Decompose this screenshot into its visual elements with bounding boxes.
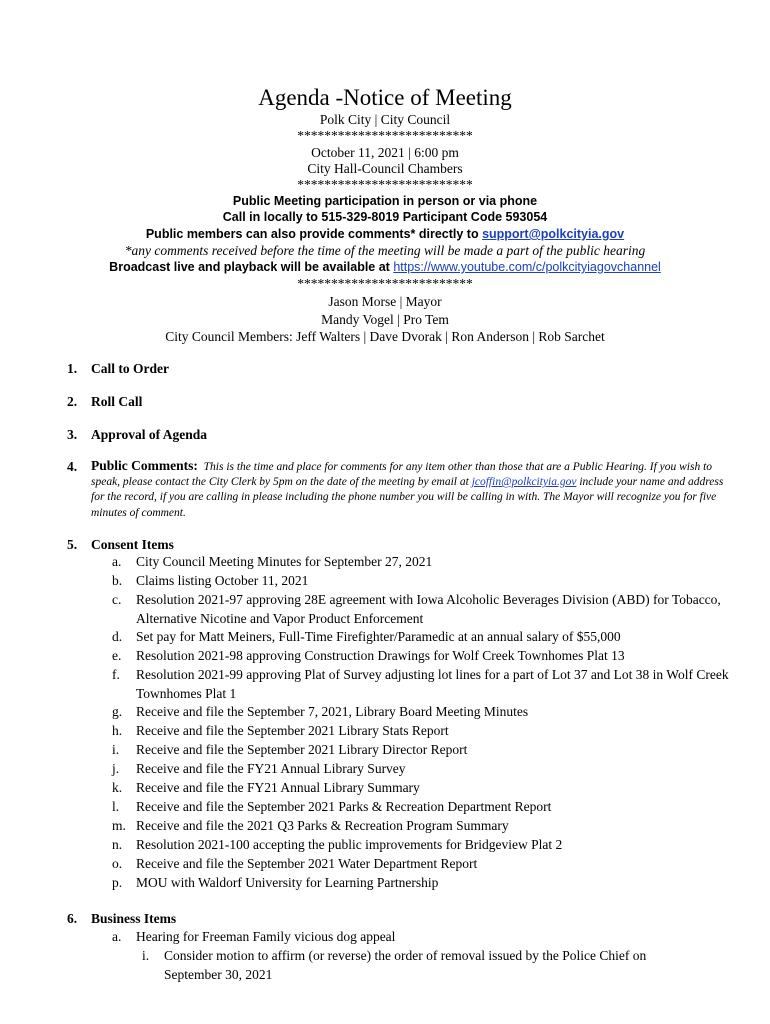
separator-stars: ************************** <box>297 128 473 143</box>
council-members: City Council Members: Jeff Walters | Dave Dvorak | Ron Anderson | Rob Sarchet <box>165 329 605 344</box>
support-email-link[interactable]: support@polkcityia.gov <box>482 227 625 241</box>
broadcast-info <box>0 259 770 276</box>
item-letter: o. <box>112 856 123 871</box>
item-letter: d. <box>112 629 123 644</box>
item-letter: m. <box>112 818 126 833</box>
item-text: Receive and file the September 2021 Parks & Recreation Department Report <box>136 799 552 814</box>
item-letter: n. <box>112 837 123 852</box>
item-text: MOU with Waldorf University for Learning Partnership <box>136 875 439 890</box>
youtube-channel-link[interactable]: https://www.youtube.com/c/polkcityiagovchannel <box>393 260 661 274</box>
item-heading: Roll Call <box>91 394 143 409</box>
item-roman: i. <box>142 948 150 963</box>
item-letter: i. <box>112 742 120 757</box>
item-number: 4. <box>67 459 78 474</box>
item-letter: h. <box>112 723 123 738</box>
item-letter: b. <box>112 573 123 588</box>
item-letter: p. <box>112 875 123 890</box>
item-number: 2. <box>67 394 78 409</box>
item-letter: j. <box>112 761 120 776</box>
item-letter: a. <box>112 554 122 569</box>
item-text: Receive and file the September 2021 Library Director Report <box>136 742 468 757</box>
public-comments-body: This is the time and place for comments for any item other than those that are a Public Hearing. If you wish to speak, please contact the City Clerk by 5pm on the date of the meeting by email at <box>91 461 713 489</box>
public-comments-text <box>91 458 731 521</box>
item-heading: Call to Order <box>91 361 169 376</box>
item-heading: Consent Items <box>91 537 174 552</box>
item-number: 5. <box>67 537 78 552</box>
item-text: Resolution 2021-99 approving Plat of Survey adjusting lot lines for a part of Lot 37 and Lot 38 in Wolf Creek Townhomes Plat 1 <box>136 667 729 701</box>
item-text: Receive and file the September 2021 Water Department Report <box>136 856 478 871</box>
item-number: 6. <box>67 911 78 926</box>
organization: Polk City | City Council <box>319 112 451 127</box>
public-comments-body-2: include your name and address for the record, if you are calling in please including the phone number you will be calling in with. The Mayor will recognize you for five minutes of comment. <box>91 476 724 519</box>
item-text: City Council Meeting Minutes for September 27, 2021 <box>136 554 433 569</box>
item-heading: Business Items <box>91 911 177 926</box>
item-letter: g. <box>112 704 123 719</box>
comments-note: *any comments received before the time of the meeting will be made a part of the public hearing <box>124 243 646 258</box>
item-text: Claims listing October 11, 2021 <box>136 573 309 588</box>
clerk-email-link[interactable]: jcoffin@polkcityia.gov <box>471 476 577 489</box>
item-text: Receive and file the September 2021 Library Stats Report <box>136 723 449 738</box>
item-letter: c. <box>112 592 122 607</box>
item-number: 3. <box>67 427 78 442</box>
meeting-location: City Hall-Council Chambers <box>307 161 463 176</box>
comments-prefix: Public members can also provide comments* directly to <box>145 227 483 241</box>
item-letter: l. <box>112 799 120 814</box>
item-text: Receive and file the FY21 Annual Library Survey <box>136 761 406 776</box>
participation-note: Public Meeting participation in person or via phone <box>232 194 538 208</box>
item-text: Consider motion to affirm (or reverse) the order of removal issued by the Police Chief on September 30, 2021 <box>164 948 647 982</box>
separator-stars: ************************** <box>297 177 473 192</box>
item-text: Receive and file the FY21 Annual Library Summary <box>136 780 420 795</box>
mayor: Jason Morse | Mayor <box>328 294 442 309</box>
item-text: Receive and file the September 7, 2021, Library Board Meeting Minutes <box>136 704 529 719</box>
item-heading: Public Comments: <box>91 458 198 473</box>
broadcast-prefix: Broadcast live and playback will be available at <box>109 260 394 274</box>
item-number: 1. <box>67 361 78 376</box>
meeting-datetime: October 11, 2021 | 6:00 pm <box>311 145 459 160</box>
page-title: Agenda -Notice of Meeting <box>258 85 512 110</box>
item-text: Hearing for Freeman Family vicious dog appeal <box>136 929 396 944</box>
item-text: Resolution 2021-98 approving Construction Drawings for Wolf Creek Townhomes Plat 13 <box>136 648 625 663</box>
comments-info <box>0 226 770 243</box>
item-text: Resolution 2021-97 approving 28E agreement with Iowa Alcoholic Beverages Division (ABD) for Tobacco, Alternative Nicotine and Vapor Product Enforcement <box>136 592 721 626</box>
item-text: Receive and file the 2021 Q3 Parks & Recreation Program Summary <box>136 818 509 833</box>
item-heading: Approval of Agenda <box>91 427 208 442</box>
item-letter: k. <box>112 780 123 795</box>
item-text: Resolution 2021-100 accepting the public improvements for Bridgeview Plat 2 <box>136 837 563 852</box>
call-in-info: Call in locally to 515-329-8019 Participant Code 593054 <box>222 210 548 224</box>
item-letter: e. <box>112 648 122 663</box>
item-letter: a. <box>112 929 122 944</box>
pro-tem: Mandy Vogel | Pro Tem <box>321 312 449 327</box>
separator-stars: ************************** <box>297 276 473 291</box>
item-text: Set pay for Matt Meiners, Full-Time Firefighter/Paramedic at an annual salary of $55,000 <box>136 629 621 644</box>
item-letter: f. <box>112 667 120 682</box>
